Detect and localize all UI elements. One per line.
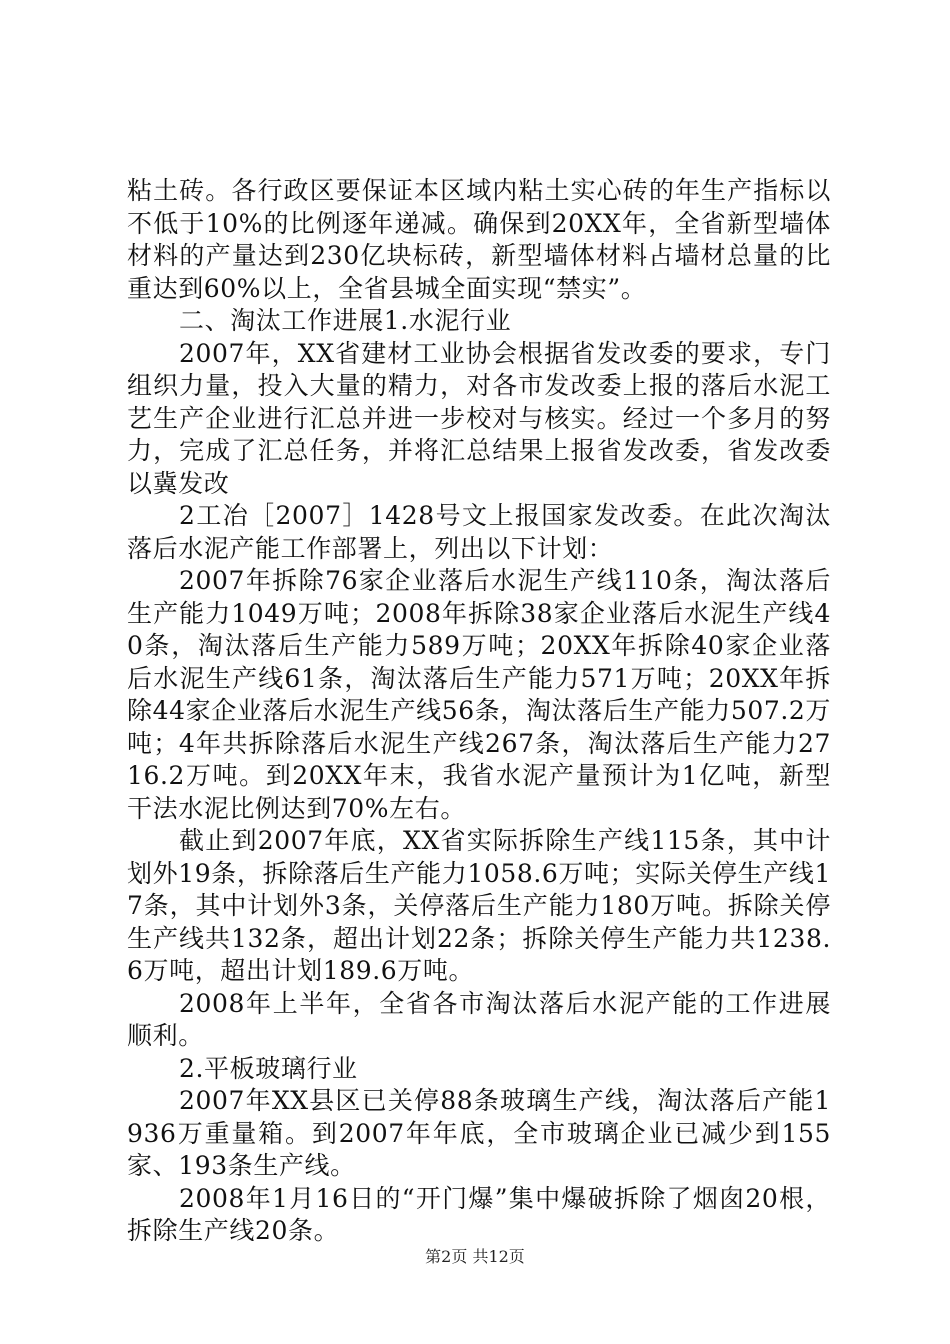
paragraph-6: 2008年上半年，全省各市淘汰落后水泥产能的工作进展顺利。 bbox=[127, 988, 831, 1050]
paragraph-8: 2008年1月16日的“开门爆”集中爆破拆除了烟囱20根，拆除生产线20条。 bbox=[127, 1183, 831, 1245]
paragraph-7: 2007年XX县区已关停88条玻璃生产线，淘汰落后产能1936万重量箱。到2007年年底，全市玻璃企业已减少到155家、193条生产线。 bbox=[127, 1086, 831, 1180]
subsection-heading: 2.平板玻璃行业 bbox=[179, 1053, 358, 1083]
section-heading: 二、淘汰工作进展1.水泥行业 bbox=[179, 306, 512, 335]
paragraph-2: 2007年，XX省建材工业协会根据省发改委的要求，专门组织力量，投入大量的精力，对各市发改委上报的落后水泥工艺生产企业进行汇总并进一步校对与核实。经过一个多月的努力，完成了汇总任务，并将汇总结果上报省发改委，省发改委以冀发改 bbox=[127, 338, 831, 498]
paragraph-4: 2007年拆除76家企业落后水泥生产线110条，淘汰落后生产能力1049万吨；2008年拆除38家企业落后水泥生产线40条，淘汰落后生产能力589万吨；20XX年拆除40家企业落后水泥生产线61条，淘汰落后生产能力571万吨；20XX年拆除44家企业落后水泥生产线56条，淘汰落后生产能力507.2万吨；4年共拆除落后水泥生产线267条，淘汰落后生产能力2716.2万吨。到20XX年末，我省水泥产量预计为1亿吨，新型干法水泥比例达到70%左右。 bbox=[127, 566, 831, 823]
paragraph-1: 粘土砖。各行政区要保证本区域内粘土实心砖的年生产指标以不低于10%的比例逐年递减。确保到20XX年，全省新型墙体材料的产量达到230亿块标砖，新型墙体材料占墙材总量的比重达到60%以上，全省县城全面实现“禁实”。 bbox=[127, 176, 831, 303]
document-body bbox=[127, 175, 831, 1248]
paragraph-5: 截止到2007年底，XX省实际拆除生产线115条，其中计划外19条，拆除落后生产能力1058.6万吨；实际关停生产线17条，其中计划外3条，关停落后生产能力180万吨。拆除关停生产线共132条，超出计划22条；拆除关停生产能力共1238.6万吨，超出计划189.6万吨。 bbox=[127, 826, 831, 985]
paragraph-3: 2工冶［2007］1428号文上报国家发改委。在此次淘汰落后水泥产能工作部署上，列出以下计划： bbox=[127, 501, 831, 563]
page-footer: 第2页 共12页 bbox=[425, 1247, 525, 1266]
